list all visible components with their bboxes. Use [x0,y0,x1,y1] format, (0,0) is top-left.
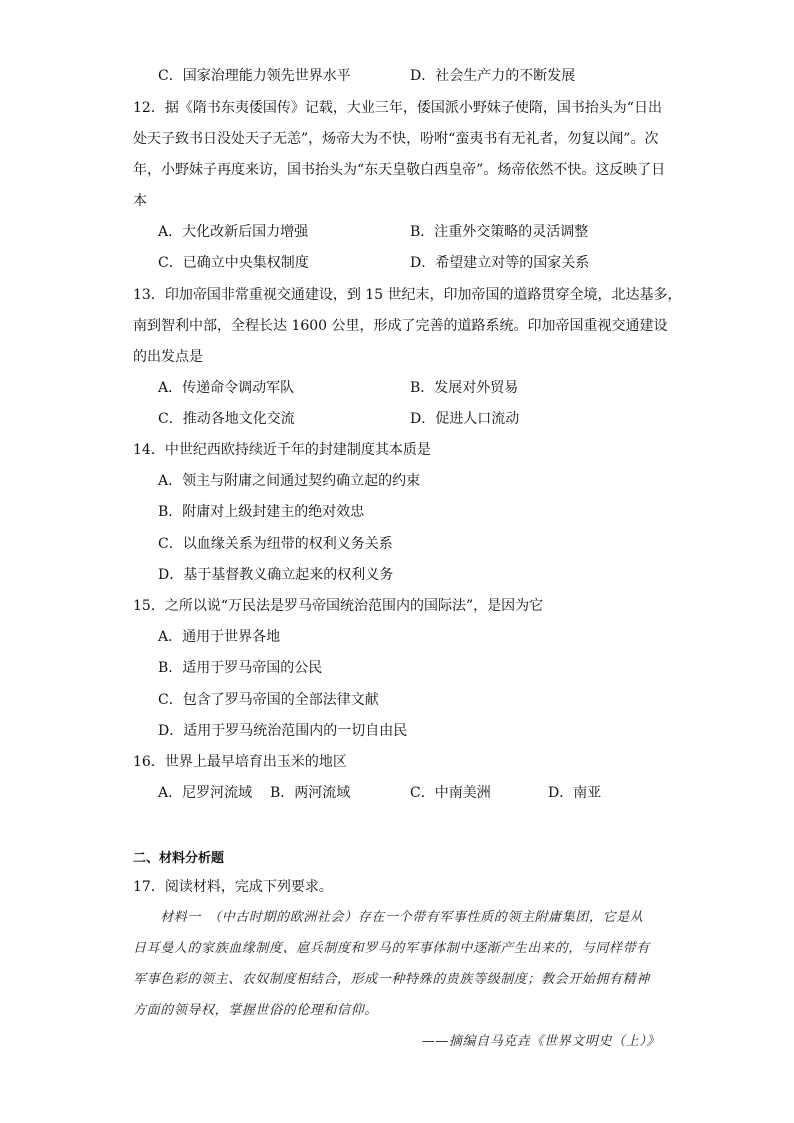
q11-option-c: C．国家治理能力领先世界水平 [158,68,351,84]
q13-option-a: A．传递命令调动军队 [158,380,295,396]
q15-option-a: A．通用于世界各地 [158,629,281,645]
q13-option-b: B．发展对外贸易 [410,380,519,396]
q12-option-b: B．注重外交策略的灵活调整 [410,224,589,240]
q12-stem-line-2: 处天子致书日没处天子无恙”，炀帝大为不快，吩咐“蛮夷书有无礼者，勿复以闻”。次 [133,131,659,147]
q13-option-c: C．推动各地文化交流 [158,411,295,427]
q14-stem: 14．中世纪西欧持续近千年的封建制度其本质是 [133,442,431,458]
q13-stem-line-2: 南到智利中部，全程长达 1600 公里，形成了完善的道路系统。印加帝国重视交通建设 [133,318,668,334]
q16-option-c: C．中南美洲 [410,785,491,801]
q12-option-c: C．已确立中央集权制度 [158,255,309,271]
q11-option-d: D．社会生产力的不断发展 [410,68,576,84]
q12-stem-line-3: 年，小野妹子再度来访，国书抬头为“东天皇敬白西皇帝”。炀帝依然不快。这反映了日 [133,162,666,178]
q16-stem: 16．世界上最早培育出玉米的地区 [133,754,347,770]
q12-option-d: D．希望建立对等的国家关系 [410,255,590,271]
q13-stem-line-3: 的出发点是 [133,349,203,365]
q14-option-a: A．领主与附庸之间通过契约确立起的约束 [158,473,421,489]
q17-material-line-3: 军事色彩的领主、农奴制度相结合，形成一种特殊的贵族等级制度；教会开始拥有精神 [133,972,650,987]
q17-material-line-1: 材料一 （中古时期的欧洲社会）存在一个带有军事性质的领主附庸集团，它是从 [133,910,644,925]
q15-option-d: D．适用于罗马统治范围内的一切自由民 [158,723,408,739]
q17-stem: 17．阅读材料，完成下列要求。 [133,879,333,895]
q14-option-d: D．基于基督教义确立起来的权利义务 [158,567,394,583]
q17-material-line-2: 日耳曼人的家族血缘制度、扈兵制度和罗马的军事体制中逐渐产生出来的，与同样带有 [133,941,650,956]
q14-option-b: B．附庸对上级封建主的绝对效忠 [158,504,365,520]
q17-source: ——摘编自马克垚《世界文明史（上）》 [421,1034,660,1049]
q12-option-a: A．大化改新后国力增强 [158,224,309,240]
q15-stem: 15．之所以说“万民法是罗马帝国统治范围内的国际法”，是因为它 [133,598,544,614]
q15-option-b: B．适用于罗马帝国的公民 [158,660,323,676]
q14-option-c: C．以血缘关系为纽带的权利义务关系 [158,536,393,552]
q16-option-d: D．南亚 [548,785,602,801]
q16-option-a: A．尼罗河流域 [158,785,253,801]
q17-material-line-4: 方面的领导权，掌握世俗的伦理和信仰。 [133,1003,378,1018]
q15-option-c: C．包含了罗马帝国的全部法律文献 [158,692,379,708]
section-title: 二、材料分析题 [133,851,225,866]
q16-option-b: B．两河流域 [270,785,351,801]
q13-option-d: D．促进人口流动 [410,411,520,427]
q12-stem-line-1: 12．据《隋书东夷倭国传》记载，大业三年，倭国派小野妹子使隋，国书抬头为“日出 [133,100,662,116]
q12-stem-line-4: 本 [133,193,147,209]
q13-stem-line-1: 13．印加帝国非常重视交通建设，到 15 世纪末，印加帝国的道路贯穿全境，北达基多， [133,287,682,303]
